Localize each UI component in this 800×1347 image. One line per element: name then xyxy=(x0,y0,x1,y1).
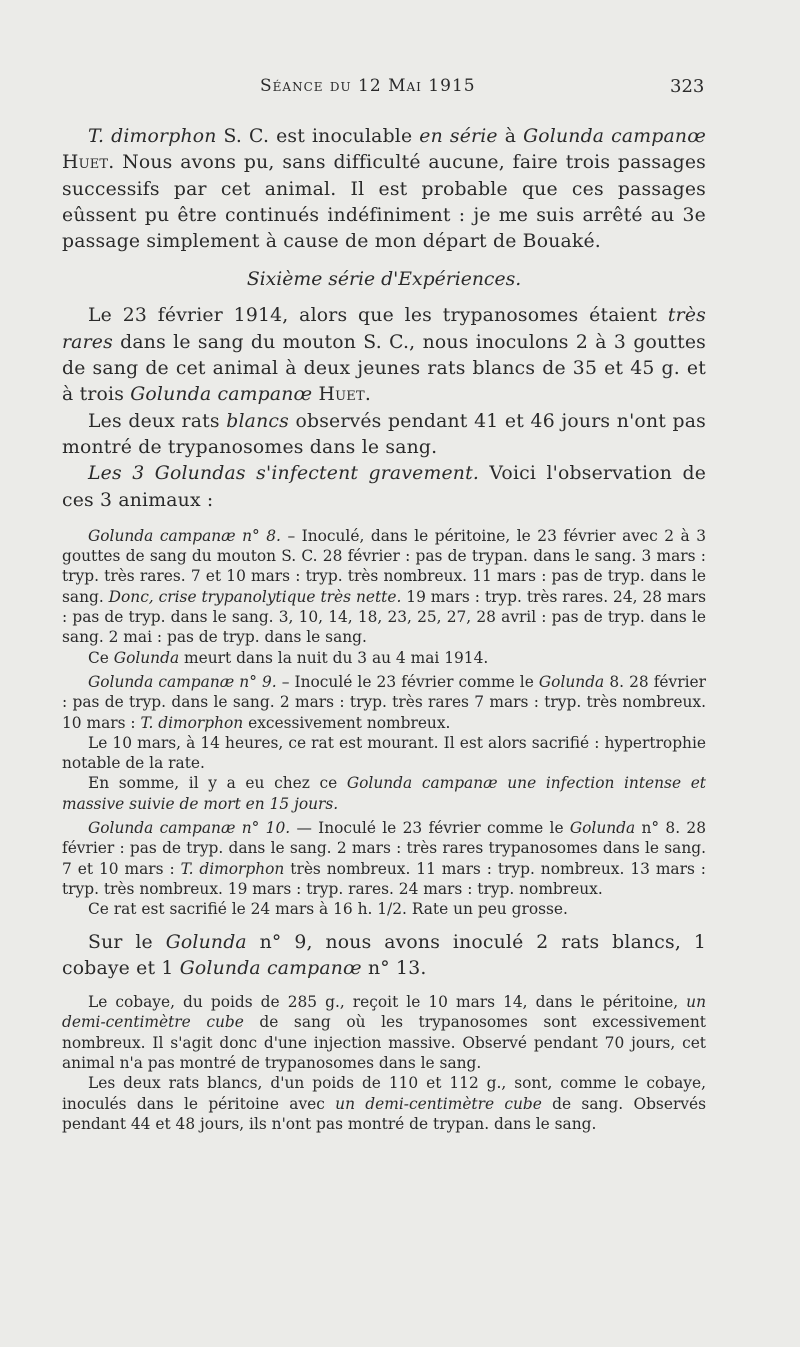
text-run: Les deux rats xyxy=(88,410,227,432)
observation-golunda-8 xyxy=(62,526,706,648)
text-run: 8. 28 février : pas de tryp. dans le sang. 2 mars : tryp. très rares 7 mars : tryp. très nombreux. 10 mars : xyxy=(62,672,706,732)
text-run: Le 23 février 1914, alors que les trypanosomes étaient xyxy=(88,305,668,327)
text-run: dans le sang du mouton S. C., nous inoculons 2 à 3 gouttes de sang de cet animal à deux jeunes rats blancs de 35 et 45 g. et à trois xyxy=(62,331,706,406)
emphasis: un demi-centimètre cube xyxy=(62,993,706,1032)
observation-golunda-9-sacrifice: Le 10 mars, à 14 heures, ce rat est mourant. Il est alors sacrifié : hypertrophie notable de la rate. xyxy=(62,733,706,773)
paragraph-subinoculation xyxy=(62,930,706,983)
species-name: T. dimorphon xyxy=(88,126,217,147)
paragraph-white-rats xyxy=(62,409,706,462)
species-name: T. dimorphon xyxy=(180,859,285,878)
species-name: Golunda xyxy=(165,931,247,953)
observation-label: Golunda campanæ n° 9. xyxy=(88,672,277,691)
text-run: S. C. est inoculable xyxy=(216,126,420,147)
author-name: Huet xyxy=(318,384,365,406)
observation-golunda-10-sacrifice: Ce rat est sacrifié le 24 mars à 16 h. 1/2. Rate un peu grosse. xyxy=(88,900,568,919)
text-run: En somme, il y a eu chez ce xyxy=(88,774,347,793)
emphasis: un demi-centimètre cube xyxy=(335,1094,542,1113)
text-run: – Inoculé le 23 février comme le xyxy=(276,672,539,691)
text-run: observés pendant 41 et 46 jours n'ont pas montré de trypanosomes dans le sang. xyxy=(62,410,706,458)
running-title: Séance du 12 Mai 1915 xyxy=(260,76,476,96)
paragraph-guinea-pig xyxy=(62,992,706,1073)
text-run: Le cobaye, du poids de 285 g., reçoit le 10 mars 14, dans le péritoine, xyxy=(88,993,687,1012)
text-run: Voici l'observation de ces 3 animaux : xyxy=(62,463,707,511)
text-run: 19 mars : tryp. très rares. 24, 28 mars : pas de tryp. dans le sang. 3, 10, 14, 18, 23, 25, 27, 28 avril : pas de tryp. dans le sang. 2 mai : pas de tryp. dans le sang. xyxy=(62,587,706,647)
observation-label: Golunda campanæ n° 8. xyxy=(88,526,281,545)
text-run: meurt dans la nuit du 3 au 4 mai 1914. xyxy=(179,648,489,667)
species-name: Golunda xyxy=(569,819,636,838)
text-run: de sang. Observés pendant 44 et 48 jours, ils n'ont pas montré de trypan. dans le sang. xyxy=(62,1094,707,1133)
text-run: . xyxy=(364,384,371,406)
text-run: Sur le xyxy=(88,931,166,953)
text-run: Les deux rats blancs, d'un poids de 110 et 112 g., sont, comme le cobaye, inoculés dans le péritoine avec xyxy=(62,1074,706,1113)
emphasis: Donc, crise trypanolytique très nette. xyxy=(108,587,402,606)
text-run: excessivement nombreux. xyxy=(243,713,451,732)
emphasis: Les 3 Golundas s'infectent gravement. xyxy=(88,463,479,485)
text-run: de sang où les trypanosomes sont excessivement nombreux. Il s'agit donc d'une injection massive. Observé pendant 70 jours, cet animal n'a pas montré de trypanosomes dans le sang. xyxy=(62,1013,706,1072)
emphasis: Golunda campanæ une infection intense et massive suivie de mort en 15 jours. xyxy=(62,774,706,813)
observation-label: Golunda campanæ n° 10. xyxy=(88,819,291,838)
text-run: n° 13. xyxy=(361,957,427,979)
observation-golunda-8-death xyxy=(62,648,706,668)
observation-golunda-9 xyxy=(62,672,706,733)
species-name: Golunda campanœ xyxy=(523,126,706,147)
text-run: très nombreux. 11 mars : tryp. nombreux. 13 mars : tryp. très nombreux. 19 mars : tryp. rares. 24 mars : tryp. nombreux. xyxy=(62,859,706,898)
emphasis: très rares xyxy=(62,305,706,353)
species-name: Golunda campanœ xyxy=(179,957,362,979)
section-heading: Sixième série d'Expériences. xyxy=(246,269,522,291)
paragraph-golundas-infected xyxy=(62,461,706,514)
observation-golunda-9-summary xyxy=(62,773,706,814)
text-run: — Inoculé le 23 février comme le xyxy=(290,819,570,838)
text-run: Ce xyxy=(88,648,114,667)
text-run: n° 8. 28 février : pas de tryp. dans le sang. 2 mars : très rares trypanosomes dans le sang. 7 et 10 mars : xyxy=(62,819,706,878)
emphasis: blancs xyxy=(226,410,289,432)
text-run: à xyxy=(497,126,524,147)
species-name: Golunda campanœ xyxy=(130,384,313,406)
species-name: Golunda xyxy=(113,648,180,667)
page-header xyxy=(0,76,800,102)
species-name: T. dimorphon xyxy=(140,713,244,732)
author-name: Huet xyxy=(62,152,109,174)
paragraph-experiment-setup xyxy=(62,303,706,408)
text-run: n° 9, nous avons inoculé 2 rats blancs, 1 cobaye et 1 xyxy=(62,931,706,979)
observation-golunda-10 xyxy=(62,818,706,899)
species-name: Golunda xyxy=(538,672,605,691)
paragraph-white-rats-inoculated xyxy=(62,1073,706,1134)
text-run: . Nous avons pu, sans difficulté aucune, faire trois passages successifs par cet animal. Il est probable que ces passages eûssent pu être continués indéfiniment : je me suis arrêté au 3e passage simplement à cause de mon départ de Bouaké. xyxy=(62,152,706,253)
text-run: – Inoculé, dans le péritoine, le 23 février avec 2 à 3 gouttes de sang du mouton S. C. 28 février : pas de trypan. dans le sang. 3 mars : tryp. très rares. 7 et 10 mars : tryp. très nombreux. 11 mars : pas de tryp. dans le sang. xyxy=(62,526,706,606)
paragraph-inoculation-series xyxy=(62,124,706,255)
page-number: 323 xyxy=(670,76,705,97)
page-body xyxy=(62,124,706,1134)
emphasis: en série xyxy=(419,126,498,147)
